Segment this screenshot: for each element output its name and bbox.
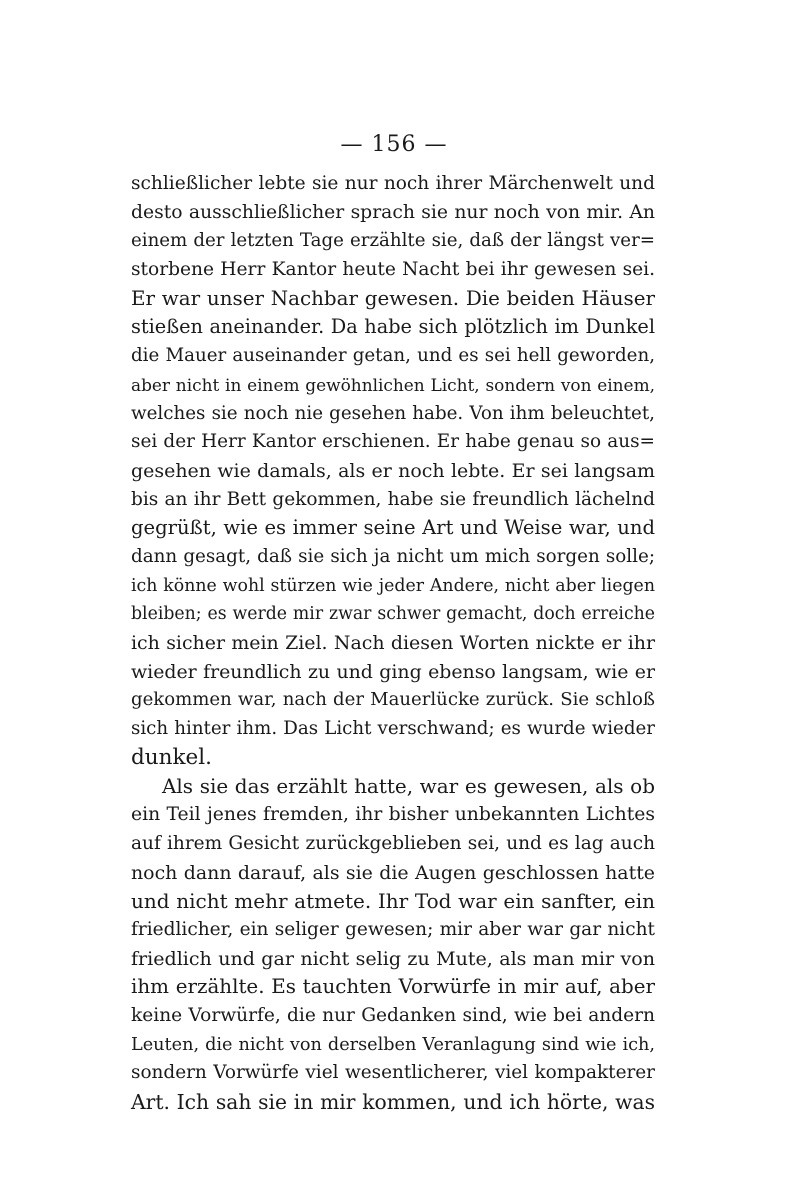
text-line: keine Vorwürfe, die nur Gedanken sind, wie bei andern — [131, 1004, 655, 1026]
text-line: Leuten, die nicht von derselben Veranlagung sind wie ich, — [131, 1034, 655, 1055]
text-line: auf ihrem Gesicht zurückgeblieben sei, und es lag auch — [131, 832, 655, 854]
text-line: gekommen war, nach der Mauerlücke zurück. Sie schloß — [131, 689, 655, 711]
text-line: dann gesagt, daß sie sich ja nicht um mich sorgen solle; — [131, 545, 655, 567]
text-line: welches sie noch nie gesehen habe. Von ihm beleuchtet, — [131, 402, 655, 424]
text-line: einem der letzten Tage erzählte sie, daß der längst ver= — [131, 230, 655, 252]
text-line: sondern Vorwürfe viel wesentlicherer, viel kompakterer — [131, 1062, 655, 1084]
text-line: Er war unser Nachbar gewesen. Die beiden Häuser — [131, 286, 655, 310]
text-line: gesehen wie damals, als er noch lebte. Er sei langsam — [131, 459, 655, 482]
paragraph-1 — [131, 170, 655, 772]
text-line: friedlicher, ein seliger gewesen; mir aber war gar nicht — [131, 918, 655, 940]
text-line: sich hinter ihm. Das Licht verschwand; es wurde wieder — [131, 718, 655, 740]
page-number: — 156 — — [340, 132, 448, 157]
body-text — [131, 170, 655, 1117]
text-line: sei der Herr Kantor erschienen. Er habe genau so aus= — [131, 431, 655, 453]
text-line: Als sie das erzählt hatte, war es gewesen, als ob — [162, 774, 655, 799]
text-line: gegrüßt, wie es immer seine Art und Weise war, und — [131, 516, 655, 540]
text-line: ich sicher mein Ziel. Nach diesen Worten nickte er ihr — [131, 632, 655, 654]
text-line: friedlich und gar nicht selig zu Mute, als man mir von — [131, 947, 655, 970]
text-line: ihm erzählte. Es tauchten Vorwürfe in mir auf, aber — [131, 975, 655, 999]
text-line: noch dann darauf, als sie die Augen geschlossen hatte — [131, 861, 655, 884]
text-line: und nicht mehr atmete. Ihr Tod war ein sanfter, ein — [131, 889, 655, 914]
text-line: ich könne wohl stürzen wie jeder Andere, nicht aber liegen — [131, 575, 655, 596]
text-line: stießen aneinander. Da habe sich plötzlich im Dunkel — [131, 315, 655, 339]
text-line: schließlicher lebte sie nur noch ihrer Märchenwelt und — [131, 173, 655, 194]
text-line: bleiben; es werde mir zwar schwer gemacht, doch erreiche — [131, 604, 655, 625]
text-line: storbene Herr Kantor heute Nacht bei ihr gewesen sei. — [131, 259, 655, 281]
text-line: Art. Ich sah sie in mir kommen, und ich hörte, was — [131, 1090, 655, 1114]
text-line: ein Teil jenes fremden, ihr bisher unbekannten Lichtes — [131, 804, 655, 826]
text-line: dunkel. — [131, 744, 212, 770]
text-line: desto ausschließlicher sprach sie nur noch von mir. An — [131, 201, 655, 223]
text-line: bis an ihr Bett gekommen, habe sie freundlich lächelnd — [131, 488, 655, 510]
text-line: die Mauer auseinander getan, und es sei hell geworden, — [131, 345, 655, 367]
paragraph-2 — [131, 772, 655, 1116]
text-line: aber nicht in einem gewöhnlichen Licht, sondern von einem, — [131, 374, 655, 395]
text-line: wieder freundlich zu und ging ebenso langsam, wie er — [131, 660, 655, 683]
